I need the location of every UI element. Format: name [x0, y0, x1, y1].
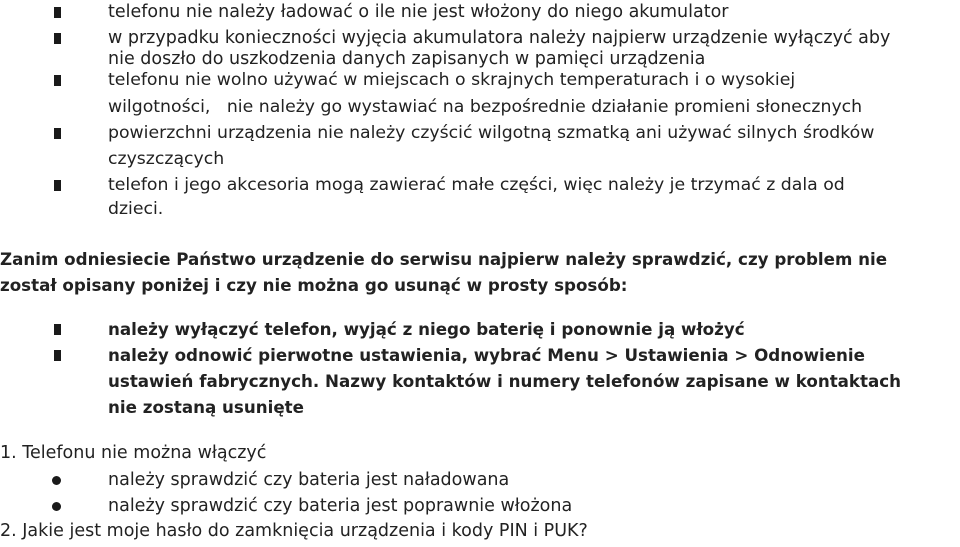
list-item-text: telefon i jego akcesoria mogą zawierać małe części, więc należy je trzymać z dala od: [108, 175, 845, 195]
list-item-text: wilgotności, nie należy go wystawiać na bezpośrednie działanie promieni słonecznych: [108, 97, 863, 117]
section-heading: [0, 518, 960, 544]
list-item-text: telefonu nie wolno używać w miejscach o skrajnych temperaturach i o wysokiej: [108, 70, 796, 90]
intro-text: Zanim odniesiecie Państwo urządzenie do serwisu najpierw należy sprawdzić, czy problem nie: [0, 249, 888, 269]
square-bullet-icon: [54, 324, 61, 335]
list-item-text: dzieci.: [108, 199, 164, 219]
heading-1: 1. Telefonu nie można włączyć: [0, 443, 267, 463]
list-item-text: telefonu nie należy ładować o ile nie jest włożony do niego akumulator: [108, 2, 729, 22]
heading-2: 2. Jakie jest moje hasło do zamknięcia urządzenia i kody PIN i PUK?: [0, 521, 588, 541]
list-item: [0, 467, 960, 493]
list-item: [0, 172, 960, 198]
square-bullet-icon: [54, 75, 61, 86]
section-heading: [0, 440, 960, 466]
list-item-text: powierzchni urządzenia nie należy czyścić wilgotną szmatką ani używać silnych środków: [108, 123, 875, 143]
list-item-continuation: [0, 196, 960, 222]
list-item-text: czyszczących: [108, 149, 225, 169]
square-bullet-icon: [54, 7, 61, 18]
list-item: [0, 316, 960, 342]
list-item-continuation: [0, 368, 960, 394]
list-item-text: nie zostaną usunięte: [108, 397, 304, 417]
list-item: [0, 67, 960, 93]
list-item: [0, 493, 960, 519]
round-bullet-icon: [52, 502, 61, 511]
list-item-text: należy wyłączyć telefon, wyjąć z niego baterię i ponownie ją włożyć: [108, 319, 745, 339]
list-item-text: należy sprawdzić czy bateria jest poprawnie włożona: [108, 496, 573, 516]
list-item-continuation: [0, 146, 960, 172]
list-item-text: w przypadku konieczności wyjęcia akumulatora należy najpierw urządzenie wyłączyć aby: [108, 28, 891, 48]
list-item-continuation: [0, 394, 960, 420]
intro-paragraph: [0, 246, 960, 272]
square-bullet-icon: [54, 350, 61, 361]
square-bullet-icon: [54, 180, 61, 191]
square-bullet-icon: [54, 128, 61, 139]
list-item: [0, 120, 960, 146]
intro-text: został opisany poniżej i czy nie można go usunąć w prosty sposób:: [0, 275, 628, 295]
list-item-text: należy sprawdzić czy bateria jest naładowana: [108, 470, 510, 490]
list-item-text: ustawień fabrycznych. Nazwy kontaktów i numery telefonów zapisane w kontaktach: [108, 371, 902, 391]
square-bullet-icon: [54, 33, 61, 44]
list-item-text: należy odnowić pierwotne ustawienia, wybrać Menu > Ustawienia > Odnowienie: [108, 345, 865, 365]
list-item: [0, 0, 960, 25]
intro-paragraph: [0, 272, 960, 298]
list-item: [0, 342, 960, 368]
round-bullet-icon: [52, 476, 61, 485]
list-item-text: nie doszło do uszkodzenia danych zapisanych w pamięci urządzenia: [108, 49, 706, 69]
list-item-continuation: [0, 94, 960, 120]
